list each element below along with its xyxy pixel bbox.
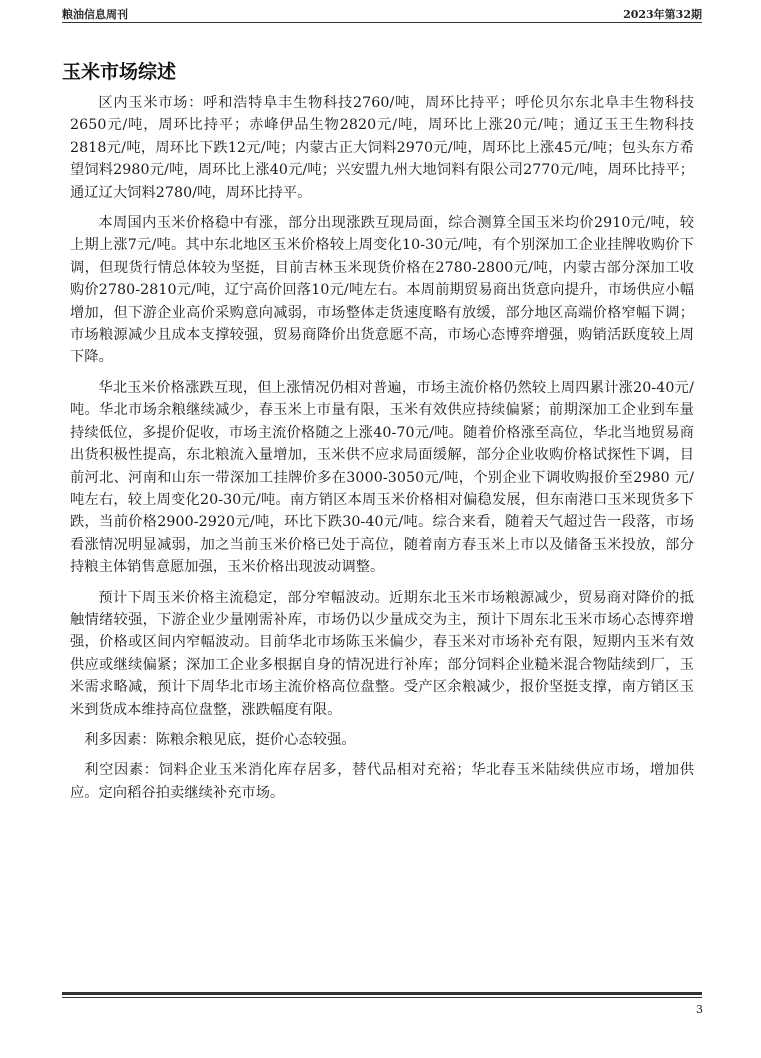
header-divider (62, 22, 702, 23)
page-header (62, 0, 702, 24)
issue-number: 2023年第32期 (623, 8, 702, 21)
paragraph-regional-market: 区内玉米市场：呼和浩特阜丰生物科技2760/吨，周环比持平；呼伦贝尔东北阜丰生物科技2650元/吨，周环比持平；赤峰伊品生物2820元/吨，周环比上涨20元/吨；通辽玉王生物科技2818元/吨，周环比下跌12元/吨；内蒙古正大饲料2970元/吨，周环比上涨45元/吨；包头东方希望饲料2980元/吨，周环比上涨40元/吨；兴安盟九州大地饲料有限公司2770元/吨，周环比持平；通辽辽大饲料2780/吨，周环比持平。 (70, 95, 694, 201)
footer-divider-thin (62, 997, 702, 998)
article-body (70, 92, 694, 812)
page-number: 3 (696, 1003, 703, 1016)
publication-name: 粮油信息周刊 (62, 8, 128, 21)
paragraph-national-market: 本周国内玉米价格稳中有涨，部分出现涨跌互现局面，综合测算全国玉米均价2910元/吨，较上期上涨7元/吨。其中东北地区玉米价格较上周变化10-30元/吨，有个别深加工企业挂牌收购价下调，但现货行情总体较为坚挺，目前吉林玉米现货价格在2780-2800元/吨，内蒙古部分深加工收购价2780-2810元/吨，辽宁高价回落10元/吨左右。本周前期贸易商出货意向提升，市场供应小幅增加，但下游企业高价采购意向减弱，市场整体走货速度略有放缓，部分地区高端价格窄幅下调；市场粮源减少且成本支撑较强，贸易商降价出货意愿不高，市场心态博弈增强，购销活跃度较上周下降。 (70, 215, 694, 366)
paragraph-north-china-market: 华北玉米价格涨跌互现，但上涨情况仍相对普遍，市场主流价格仍然较上周四累计涨20-40元/吨。华北市场余粮继续减少，春玉米上市量有限，玉米有效供应持续偏紧；前期深加工企业到车量持续低位，多提价促收，市场主流价格随之上涨40-70元/吨。随着价格涨至高位，华北当地贸易商出货积极性提高，东北粮流入量增加，玉米供不应求局面缓解，部分企业收购价格试探性下调，目前河北、河南和山东一带深加工挂牌价多在3000-3050元/吨，个别企业下调收购报价至2980 元/吨左右，较上周变化20-30元/吨。南方销区本周玉米价格相对偏稳发展，但东南港口玉米现货多下跌，当前价格2900-2920元/吨，环比下跌30-40元/吨。综合来看，随着天气超过告一段落，市场看涨情况明显减弱，加之当前玉米价格已处于高位，随着南方春玉米上市以及储备玉米投放，部分持粮主体销售意愿加强，玉米价格出现波动调整。 (70, 379, 694, 576)
bearish-factors: 利空因素：饲料企业玉米消化库存居多，替代品相对充裕；华北春玉米陆续供应市场，增加供应。定向稻谷拍卖继续补充市场。 (70, 762, 694, 801)
bullish-factors: 利多因素：陈粮余粮见底，挺价心态较强。 (84, 731, 356, 748)
footer-divider-thick (62, 992, 702, 995)
paragraph-forecast: 预计下周玉米价格主流稳定，部分窄幅波动。近期东北玉米市场粮源减少，贸易商对降价的抵触情绪较强，下游企业少量刚需补库，市场仍以少量成交为主，预计下周东北玉米市场心态博弈增强，价格或区间内窄幅波动。目前华北市场陈玉米偏少，春玉米对市场补充有限，短期内玉米有效供应或继续偏紧；深加工企业多根据自身的情况进行补库；部分饲料企业糙米混合物陆续到厂，玉米需求略减，预计下周华北市场主流价格高位盘整。受产区余粮减少，报价坚挺支撑，南方销区玉米到货成本维持高位盘整，涨跌幅度有限。 (70, 589, 694, 718)
section-title: 玉米市场综述 (62, 61, 177, 83)
